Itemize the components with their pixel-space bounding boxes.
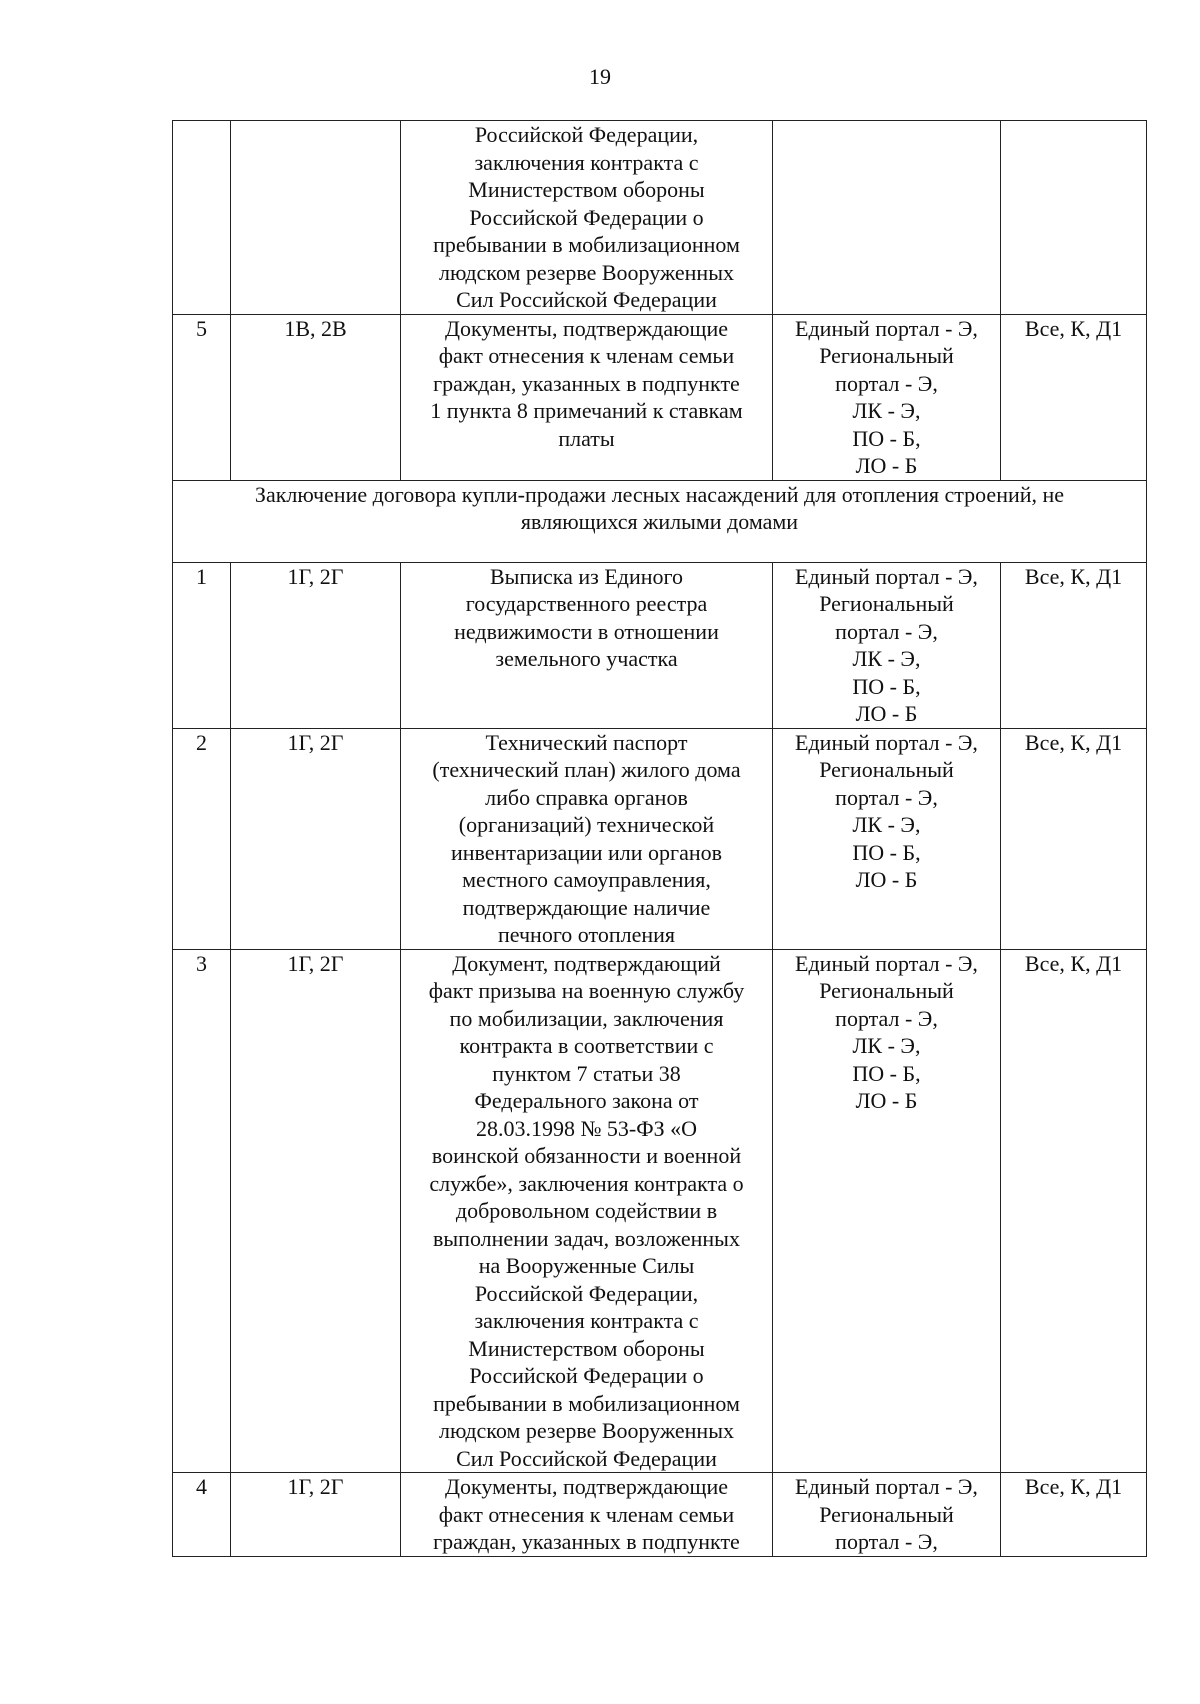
cell-number: 4	[173, 1473, 231, 1557]
cell-method: Единый портал - Э, Региональный портал - Э, ЛК - Э, ПО - Б, ЛО - Б	[773, 949, 1001, 1473]
table-row	[173, 949, 1147, 1473]
table-row	[173, 1473, 1147, 1557]
cell-document: Документ, подтверждающий факт призыва на военную службу по мобилизации, заключения контракта в соответствии с пунктом 7 статьи 38 Федерального закона от 28.03.1998 № 53-ФЗ «О воинской обязанности и военной службе», заключения контракта о добровольном содействии в выполнении задач, возложенных на Вооруженные Силы Российской Федерации, заключения контракта с Министерством обороны Российской Федерации о пребывании в мобилизационном людском резерве Вооруженных Сил Российской Федерации	[401, 949, 773, 1473]
cell-recipients	[1001, 121, 1147, 315]
table-row	[173, 314, 1147, 480]
table-row	[173, 562, 1147, 728]
cell-document: Выписка из Единого государственного реестра недвижимости в отношении земельного участка	[401, 562, 773, 728]
cell-method: Единый портал - Э, Региональный портал - Э, ЛК - Э, ПО - Б, ЛО - Б	[773, 562, 1001, 728]
table-row	[173, 121, 1147, 315]
cell-category: 1Г, 2Г	[231, 949, 401, 1473]
cell-category: 1Г, 2Г	[231, 562, 401, 728]
cell-document: Документы, подтверждающие факт отнесения к членам семьи граждан, указанных в подпункте	[401, 1473, 773, 1557]
cell-number: 5	[173, 314, 231, 480]
cell-recipients: Все, К, Д1	[1001, 562, 1147, 728]
cell-method	[773, 121, 1001, 315]
cell-recipients: Все, К, Д1	[1001, 1473, 1147, 1557]
cell-number: 2	[173, 728, 231, 949]
cell-number	[173, 121, 231, 315]
section-title: Заключение договора купли-продажи лесных насаждений для отопления строений, не являющихся жилыми домами	[173, 480, 1147, 562]
document-table	[172, 120, 1147, 1557]
cell-number: 1	[173, 562, 231, 728]
cell-document: Документы, подтверждающие факт отнесения к членам семьи граждан, указанных в подпункте 1 пункта 8 примечаний к ставкам платы	[401, 314, 773, 480]
cell-category	[231, 121, 401, 315]
cell-recipients: Все, К, Д1	[1001, 728, 1147, 949]
cell-category: 1В, 2В	[231, 314, 401, 480]
cell-category: 1Г, 2Г	[231, 1473, 401, 1557]
cell-document: Технический паспорт (технический план) жилого дома либо справка органов (организаций) технической инвентаризации или органов местного самоуправления, подтверждающие наличие печного отопления	[401, 728, 773, 949]
cell-method: Единый портал - Э, Региональный портал - Э,	[773, 1473, 1001, 1557]
cell-document: Российской Федерации, заключения контракта с Министерством обороны Российской Федерации о пребывании в мобилизационном людском резерве Вооруженных Сил Российской Федерации	[401, 121, 773, 315]
cell-recipients: Все, К, Д1	[1001, 949, 1147, 1473]
cell-method: Единый портал - Э, Региональный портал - Э, ЛК - Э, ПО - Б, ЛО - Б	[773, 728, 1001, 949]
table-row	[173, 728, 1147, 949]
cell-method: Единый портал - Э, Региональный портал - Э, ЛК - Э, ПО - Б, ЛО - Б	[773, 314, 1001, 480]
cell-recipients: Все, К, Д1	[1001, 314, 1147, 480]
section-header-row	[173, 480, 1147, 562]
cell-category: 1Г, 2Г	[231, 728, 401, 949]
cell-number: 3	[173, 949, 231, 1473]
page-number: 19	[589, 64, 611, 89]
